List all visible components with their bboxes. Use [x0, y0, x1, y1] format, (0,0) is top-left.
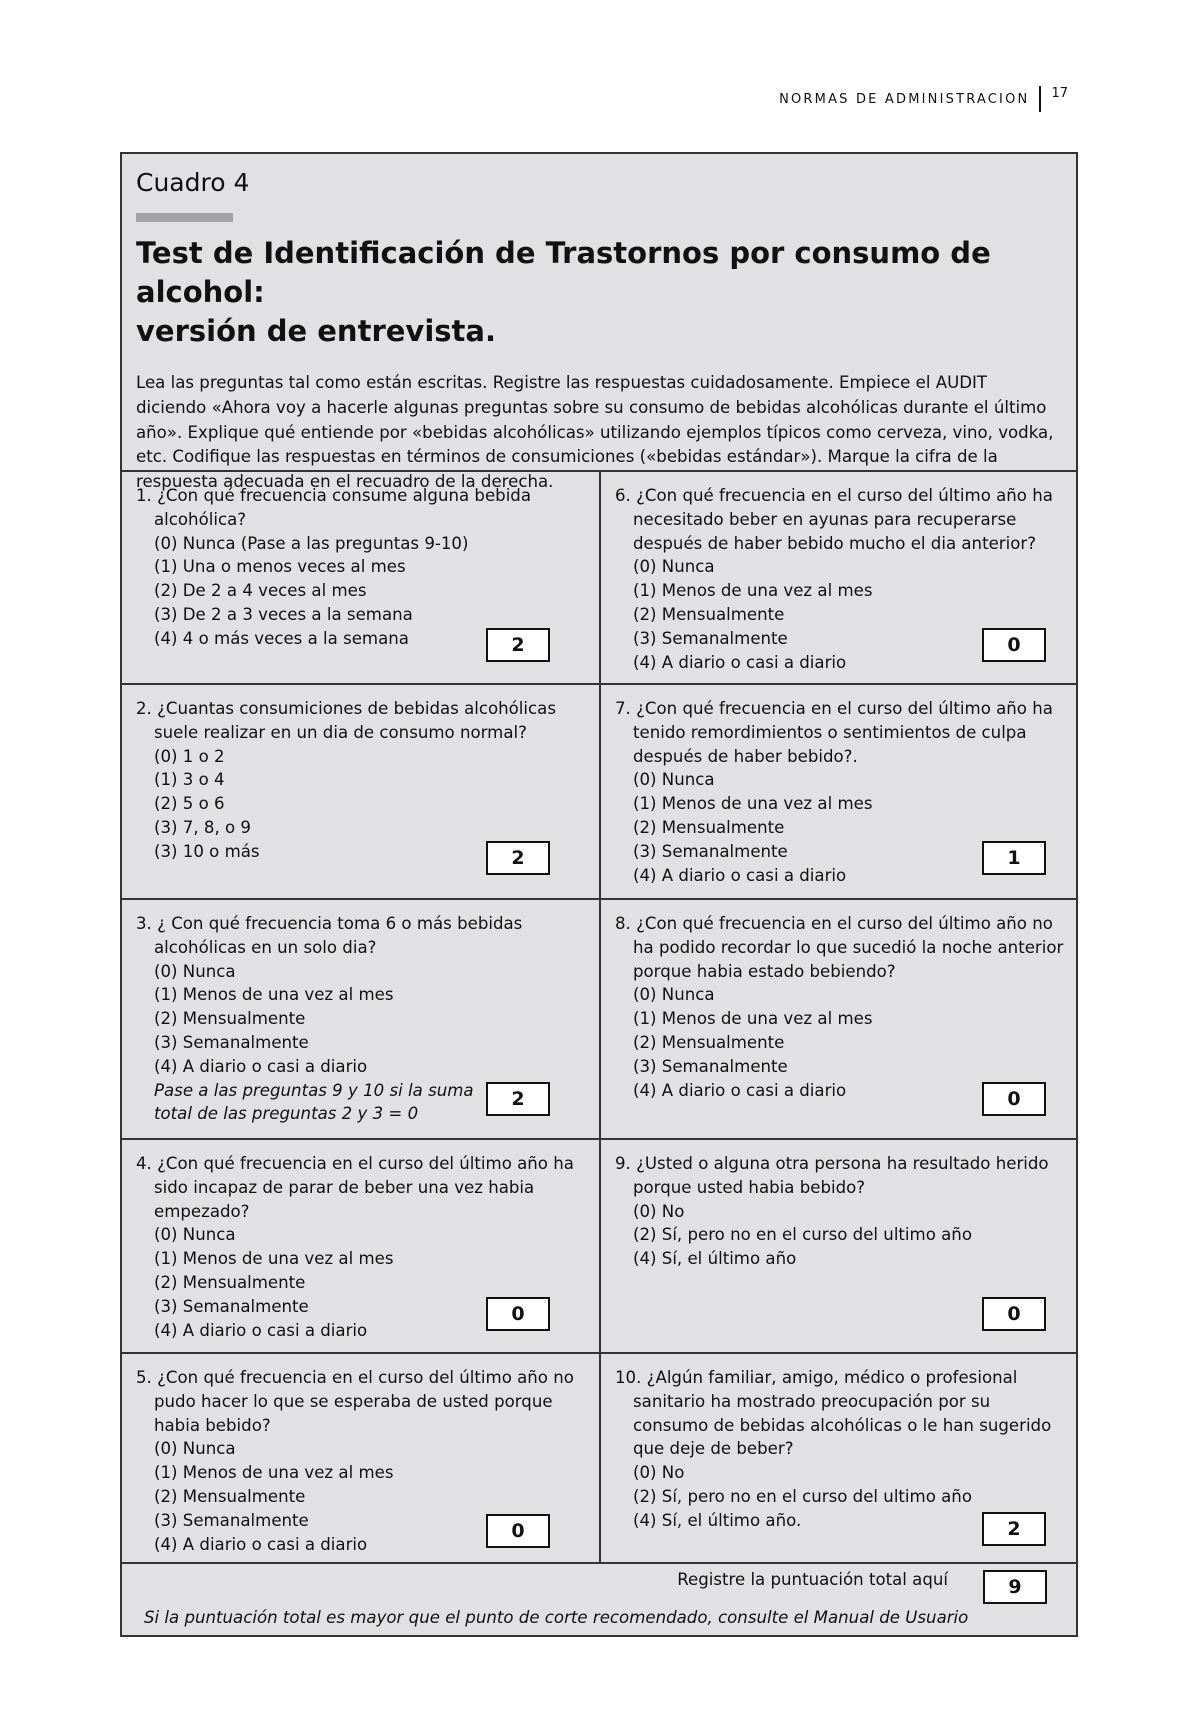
answer-option: (3) Semanalmente: [633, 841, 788, 861]
total-score-box[interactable]: 9: [983, 1570, 1047, 1604]
question-9: [601, 1140, 1076, 1354]
score-box[interactable]: 2: [486, 628, 550, 662]
answer-option: (4) A diario o casi a diario: [154, 1056, 368, 1076]
question-text: 2. ¿Cuantas consumiciones de bebidas alcohólicas suele realizar en un dia de consumo normal?: [136, 699, 556, 742]
title-line-2: versión de entrevista.: [136, 314, 496, 348]
advice-note: Si la puntuación total es mayor que el punto de corte recomendado, consulte el Manual de Usuario: [144, 1608, 969, 1627]
answer-option: (3) De 2 a 3 veces a la semana: [154, 604, 413, 624]
answer-option: (2) Mensualmente: [154, 1009, 306, 1029]
question-text: 4. ¿Con qué frecuencia en el curso del último año ha sido incapaz de parar de beber una vez habia empezado?: [136, 1154, 574, 1221]
question-text: 3. ¿ Con qué frecuencia toma 6 o más bebidas alcohólicas en un solo dia?: [136, 914, 523, 957]
score-box[interactable]: 1: [982, 841, 1046, 875]
answer-option: (2) Sí, pero no en el curso del ultimo año: [633, 1486, 972, 1506]
score-box[interactable]: 2: [486, 1082, 550, 1116]
score-box[interactable]: 0: [982, 1082, 1046, 1116]
answer-option: (4) Sí, el último año.: [633, 1510, 802, 1530]
question-6: [601, 472, 1076, 685]
audit-box: [120, 152, 1078, 1637]
answer-option: (1) Menos de una vez al mes: [154, 1249, 394, 1269]
answer-option: (3) Semanalmente: [633, 628, 788, 648]
answer-option: (1) Una o menos veces al mes: [154, 557, 406, 577]
page-number: 17: [1051, 86, 1068, 101]
question-10: [601, 1354, 1076, 1564]
question-1: [122, 472, 601, 685]
question-text: 10. ¿Algún familiar, amigo, médico o profesional sanitario ha mostrado preocupación por su consumo de bebidas alcohólicas o le han sugerido que deje de beber?: [615, 1368, 1052, 1459]
answer-option: (1) Menos de una vez al mes: [154, 985, 394, 1005]
answer-option: (2) Mensualmente: [633, 817, 785, 837]
answer-option: (4) 4 o más veces a la semana: [154, 628, 409, 648]
answer-option: (2) De 2 a 4 veces al mes: [154, 581, 367, 601]
answer-option: (3) Semanalmente: [154, 1510, 309, 1530]
question-7: [601, 685, 1076, 900]
answer-option: (0) Nunca: [633, 985, 715, 1005]
answer-option: (3) Semanalmente: [633, 1056, 788, 1076]
question-text: 8. ¿Con qué frecuencia en el curso del último año no ha podido recordar lo que sucedió la noche anterior porque habia estado bebiendo?: [615, 914, 1064, 981]
header-divider: [1039, 86, 1041, 112]
answer-option: (3) 7, 8, o 9: [154, 817, 251, 837]
skip-note: Pase a las preguntas 9 y 10 si la suma total de las preguntas 2 y 3 = 0: [154, 1080, 474, 1124]
answer-option: (4) A diario o casi a diario: [633, 1080, 847, 1100]
score-box[interactable]: 0: [486, 1297, 550, 1331]
score-box[interactable]: 0: [486, 1514, 550, 1548]
question-8: [601, 900, 1076, 1140]
answer-option: (2) Mensualmente: [154, 1486, 306, 1506]
answer-option: (3) 10 o más: [154, 841, 260, 861]
answer-option: (0) No: [633, 1463, 685, 1483]
answer-option: (3) Semanalmente: [154, 1032, 309, 1052]
score-box[interactable]: 2: [982, 1512, 1046, 1546]
question-text: 7. ¿Con qué frecuencia en el curso del último año ha tenido remordimientos o sentimientos de culpa después de haber bebido?.: [615, 699, 1053, 766]
question-4: [122, 1140, 601, 1354]
answer-option: (0) Nunca: [154, 1225, 236, 1245]
total-section: [122, 1564, 1076, 1637]
score-box[interactable]: 0: [982, 1297, 1046, 1331]
question-5: [122, 1354, 601, 1564]
answer-option: (0) Nunca: [154, 1439, 236, 1459]
answer-option: (2) 5 o 6: [154, 794, 225, 814]
instructions: Lea las preguntas tal como están escritas. Registre las respuestas cuidadosamente. Empiece el AUDIT diciendo «Ahora voy a hacerle algunas preguntas sobre su consumo de bebidas alcohólicas durante el último año». Explique qué entiende por «bebidas alcohólicas» utilizando ejemplos típicos como cerveza, vino, vodka, etc. Codifique las respuestas en términos de consumiciones («bebidas estándar»). Marque la cifra de la respuesta adecuada en el recuadro de la derecha.: [136, 373, 1054, 492]
total-label: Registre la puntuación total aquí: [677, 1570, 948, 1589]
question-3: [122, 900, 601, 1140]
box-title: [136, 234, 1062, 351]
answer-option: (0) Nunca: [154, 961, 236, 981]
answer-option: (0) Nunca (Pase a las preguntas 9-10): [154, 533, 469, 553]
question-text: 9. ¿Usted o alguna otra persona ha resultado herido porque usted habia bebido?: [615, 1154, 1049, 1197]
box-label: Cuadro 4: [136, 168, 250, 197]
answer-option: (3) Semanalmente: [154, 1296, 309, 1316]
answer-option: (1) Menos de una vez al mes: [633, 1009, 873, 1029]
answer-option: (2) Mensualmente: [633, 604, 785, 624]
questions-grid: [122, 472, 1076, 1564]
answer-option: (2) Sí, pero no en el curso del ultimo año: [633, 1225, 972, 1245]
answer-option: (4) Sí, el último año: [633, 1249, 797, 1269]
answer-option: (2) Mensualmente: [633, 1032, 785, 1052]
question-text: 6. ¿Con qué frecuencia en el curso del último año ha necesitado beber en ayunas para recuperarse después de haber bebido mucho el dia anterior?: [615, 486, 1053, 553]
running-header: [779, 86, 1068, 112]
section-title: NORMAS DE ADMINISTRACION: [779, 92, 1030, 107]
answer-option: (4) A diario o casi a diario: [633, 865, 847, 885]
question-2: [122, 685, 601, 900]
accent-bar: [136, 213, 233, 222]
score-box[interactable]: 0: [982, 628, 1046, 662]
answer-option: (1) Menos de una vez al mes: [633, 794, 873, 814]
answer-option: (1) Menos de una vez al mes: [633, 581, 873, 601]
question-text: 1. ¿Con qué frecuencia consume alguna bebida alcohólica?: [136, 486, 532, 529]
answer-option: (0) Nunca: [633, 557, 715, 577]
answer-option: (0) No: [633, 1201, 685, 1221]
answer-option: (1) 3 o 4: [154, 770, 225, 790]
answer-option: (0) 1 o 2: [154, 746, 225, 766]
answer-option: (0) Nunca: [633, 770, 715, 790]
answer-option: (1) Menos de una vez al mes: [154, 1463, 394, 1483]
title-line-1: Test de Identificación de Trastornos por consumo de alcohol:: [136, 236, 991, 309]
question-text: 5. ¿Con qué frecuencia en el curso del último año no pudo hacer lo que se esperaba de usted porque habia bebido?: [136, 1368, 574, 1435]
answer-option: (4) A diario o casi a diario: [633, 652, 847, 672]
answer-option: (2) Mensualmente: [154, 1272, 306, 1292]
score-box[interactable]: 2: [486, 841, 550, 875]
answer-option: (4) A diario o casi a diario: [154, 1320, 368, 1340]
answer-option: (4) A diario o casi a diario: [154, 1534, 368, 1554]
intro-section: [122, 154, 1076, 492]
